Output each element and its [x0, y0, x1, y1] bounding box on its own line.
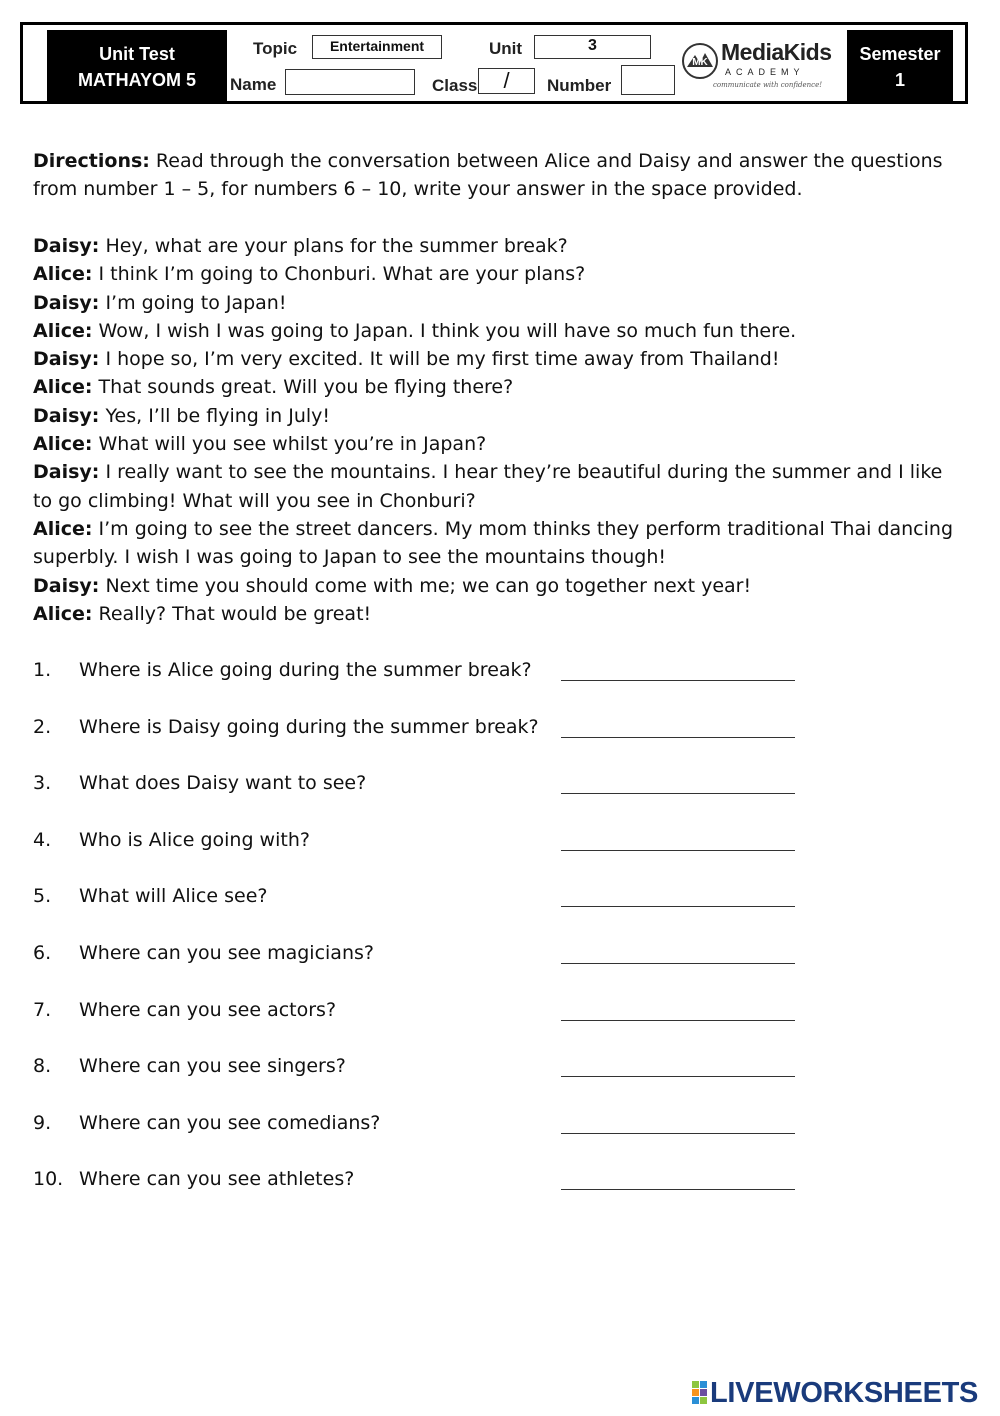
question-number: 8.: [33, 1055, 52, 1078]
dialogue-line: [33, 430, 963, 458]
topic-label: Topic: [253, 39, 298, 58]
liveworksheets-logo: [692, 1376, 992, 1410]
number-field[interactable]: [621, 65, 675, 95]
line-text: I hope so, I’m very excited. It will be my first time away from Thailand!: [99, 348, 780, 371]
question-item: [33, 1109, 963, 1166]
line-text: Really? That would be great!: [92, 602, 372, 625]
answer-field[interactable]: [561, 904, 795, 907]
question-number: 7.: [33, 998, 52, 1021]
mediakids-logo: [681, 35, 831, 93]
line-text: What will you see whilst you’re in Japan?: [92, 433, 487, 456]
speaker: Alice:: [33, 433, 93, 456]
question-text: Where can you see athletes?: [79, 1168, 355, 1191]
question-item: [33, 882, 963, 939]
answer-field[interactable]: [561, 1074, 795, 1077]
speaker: Daisy:: [33, 461, 100, 484]
logo-brand: MediaKids: [721, 39, 832, 65]
speaker: Alice:: [33, 517, 93, 540]
question-text: Where can you see singers?: [79, 1055, 346, 1078]
speaker: Daisy:: [33, 291, 100, 314]
question-number: 10.: [33, 1168, 64, 1191]
unit-label: Unit: [489, 39, 523, 58]
line-text: I’m going to Japan!: [99, 291, 287, 314]
class-label: Class: [432, 76, 478, 95]
semester-box: [847, 30, 953, 102]
dialogue-line: [33, 373, 963, 401]
question-item: [33, 656, 963, 713]
question-item: [33, 1165, 963, 1222]
question-text: Where is Alice going during the summer break?: [79, 659, 532, 681]
dialogue-line: [33, 402, 963, 430]
worksheet-header: [20, 22, 968, 104]
question-text: What will Alice see?: [79, 885, 268, 908]
directions-text: Read through the conversation between Alice and Daisy and answer the questions from number 1 – 5, for numbers 6 – 10, write your answer in the space provided.: [33, 150, 943, 201]
answer-field[interactable]: [561, 961, 795, 964]
speaker: Daisy:: [33, 235, 100, 257]
line-text: I think I’m going to Chonburi. What are your plans?: [92, 263, 586, 286]
question-number: 5.: [33, 885, 52, 908]
liveworksheets-brand: LIVEWORKSHEETS: [710, 1377, 979, 1409]
name-label: Name: [230, 75, 277, 94]
question-number: 9.: [33, 1111, 52, 1134]
dialogue-line: [33, 515, 963, 572]
line-text: Next time you should come with me; we can go together next year!: [99, 574, 752, 597]
dialogue-line: [33, 260, 963, 288]
answer-field[interactable]: [561, 1018, 795, 1021]
question-text: Who is Alice going with?: [79, 828, 310, 851]
question-item: [33, 769, 963, 826]
semester-value: 1: [894, 70, 905, 90]
dialogue-line: [33, 458, 963, 515]
name-field[interactable]: [285, 69, 415, 95]
line-text: That sounds great. Will you be flying there?: [92, 376, 514, 399]
speaker: Alice:: [33, 319, 93, 342]
directions: [33, 147, 963, 204]
dialogue-line: [33, 317, 963, 345]
dialogue-line: [33, 289, 963, 317]
answer-field[interactable]: [561, 1131, 795, 1134]
line-text: I really want to see the mountains. I hear they’re beautiful during the summer and I like to go climbing! What will you see in Chonburi?: [33, 461, 943, 512]
svg-text:MK: MK: [692, 57, 708, 68]
unit-test-box: [47, 30, 227, 102]
unit-test-title: Unit Test: [99, 44, 175, 64]
question-text: Where is Daisy going during the summer break?: [79, 715, 539, 738]
question-number: 1.: [33, 659, 52, 681]
question-item: [33, 826, 963, 883]
class-field[interactable]: /: [478, 68, 535, 94]
question-item: [33, 939, 963, 996]
liveworksheets-blocks-icon: [692, 1381, 708, 1405]
line-text: I’m going to see the street dancers. My mom thinks they perform traditional Thai dancing superbly. I wish I was going to Japan to see the mountains though!: [33, 517, 954, 569]
semester-label: Semester: [859, 44, 941, 64]
dialogue-line: [33, 345, 963, 373]
speaker: Alice:: [33, 602, 93, 625]
question-text: Where can you see actors?: [79, 998, 337, 1021]
answer-field[interactable]: [561, 1187, 795, 1190]
mediakids-emblem-icon: [681, 41, 719, 81]
question-number: 4.: [33, 828, 52, 851]
grade-level: MATHAYOM 5: [77, 70, 196, 90]
dialogue: [33, 232, 963, 628]
speaker: Daisy:: [33, 404, 100, 427]
question-text: Where can you see magicians?: [79, 941, 374, 964]
line-text: Hey, what are your plans for the summer break?: [99, 235, 568, 257]
question-text: What does Daisy want to see?: [79, 772, 367, 795]
dialogue-line: [33, 600, 963, 628]
question-number: 3.: [33, 772, 52, 795]
speaker: Daisy:: [33, 348, 100, 371]
answer-field[interactable]: [561, 791, 795, 794]
dialogue-line: [33, 572, 963, 600]
answer-field[interactable]: [561, 848, 795, 851]
question-text: Where can you see comedians?: [79, 1111, 381, 1134]
answer-field[interactable]: [561, 735, 795, 738]
question-item: [33, 713, 963, 770]
dialogue-line: [33, 232, 963, 260]
logo-subtitle: ACADEMY: [725, 67, 805, 77]
logo-tagline: communicate with confidence!: [713, 81, 823, 89]
question-number: 2.: [33, 715, 52, 738]
line-text: Wow, I wish I was going to Japan. I think you will have so much fun there.: [92, 319, 797, 342]
question-item: [33, 1052, 963, 1109]
speaker: Daisy:: [33, 574, 100, 597]
unit-field: 3: [534, 35, 651, 59]
speaker: Alice:: [33, 376, 93, 399]
number-label: Number: [547, 76, 612, 95]
topic-field: Entertainment: [312, 35, 442, 59]
speaker: Alice:: [33, 263, 93, 286]
question-list: [33, 656, 963, 1222]
question-number: 6.: [33, 941, 52, 964]
question-item: [33, 996, 963, 1053]
line-text: Yes, I’ll be flying in July!: [99, 404, 331, 427]
directions-label: Directions:: [33, 150, 150, 172]
answer-field[interactable]: [561, 678, 795, 681]
